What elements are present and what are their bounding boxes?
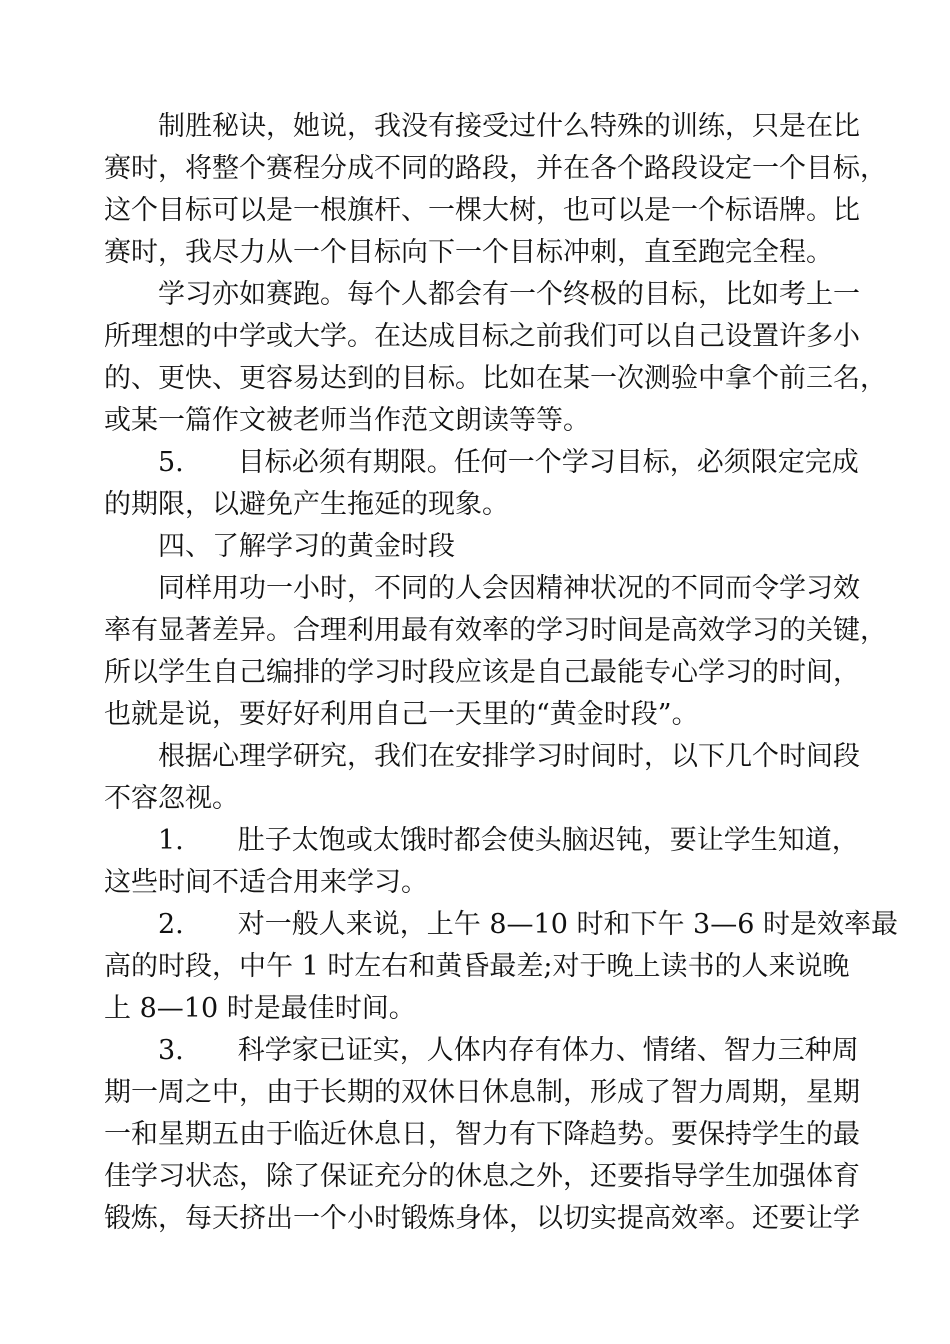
text-line: 所以学生自己编排的学习时段应该是自己最能专心学习的时间，	[104, 657, 860, 688]
text-line: 制胜秘诀，她说，我没有接受过什么特殊的训练，只是在比	[158, 111, 860, 142]
text-line: 一和星期五由于临近休息日，智力有下降趋势。要保持学生的最	[104, 1119, 860, 1150]
text-line: 锻炼，每天挤出一个小时锻炼身体，以切实提高效率。还要让学	[104, 1203, 860, 1234]
text-line: 不容忽视。	[104, 783, 239, 814]
text-line: 5. 目标必须有期限。任何一个学习目标，必须限定完成	[158, 447, 859, 478]
text-line: 1. 肚子太饱或太饿时都会使头脑迟钝，要让学生知道，	[158, 825, 859, 856]
text-line: 赛时，将整个赛程分成不同的路段，并在各个路段设定一个目标，	[104, 153, 887, 184]
text-line: 也就是说，要好好利用自己一天里的“黄金时段”。	[104, 699, 699, 730]
text-line: 的期限，以避免产生拖延的现象。	[104, 489, 509, 520]
text-line: 这个目标可以是一根旗杆、一棵大树，也可以是一个标语牌。比	[104, 195, 860, 226]
text-line: 上 8—10 时是最佳时间。	[104, 993, 416, 1024]
text-line: 2. 对一般人来说，上午 8—10 时和下午 3—6 时是效率最	[158, 909, 898, 940]
text-line: 所理想的中学或大学。在达成目标之前我们可以自己设置许多小	[104, 321, 860, 352]
text-line: 学习亦如赛跑。每个人都会有一个终极的目标，比如考上一	[158, 279, 860, 310]
text-line: 期一周之中，由于长期的双休日休息制，形成了智力周期，星期	[104, 1077, 860, 1108]
text-line: 同样用功一小时，不同的人会因精神状况的不同而令学习效	[158, 573, 860, 604]
text-line: 根据心理学研究，我们在安排学习时间时，以下几个时间段	[158, 741, 860, 772]
text-line: 高的时段，中午 1 时左右和黄昏最差;对于晚上读书的人来说晚	[104, 951, 850, 982]
text-line: 赛时，我尽力从一个目标向下一个目标冲刺，直至跑完全程。	[104, 237, 833, 268]
text-line: 率有显著差异。合理利用最有效率的学习时间是高效学习的关键，	[104, 615, 887, 646]
text-line: 的、更快、更容易达到的目标。比如在某一次测验中拿个前三名，	[104, 363, 887, 394]
text-line: 3. 科学家已证实，人体内存有体力、情绪、智力三种周	[158, 1035, 859, 1066]
text-line: 佳学习状态，除了保证充分的休息之外，还要指导学生加强体育	[104, 1161, 860, 1192]
text-line: 这些时间不适合用来学习。	[104, 867, 428, 898]
text-line: 或某一篇作文被老师当作范文朗读等等。	[104, 405, 590, 436]
section-heading: 四、了解学习的黄金时段	[158, 531, 455, 562]
